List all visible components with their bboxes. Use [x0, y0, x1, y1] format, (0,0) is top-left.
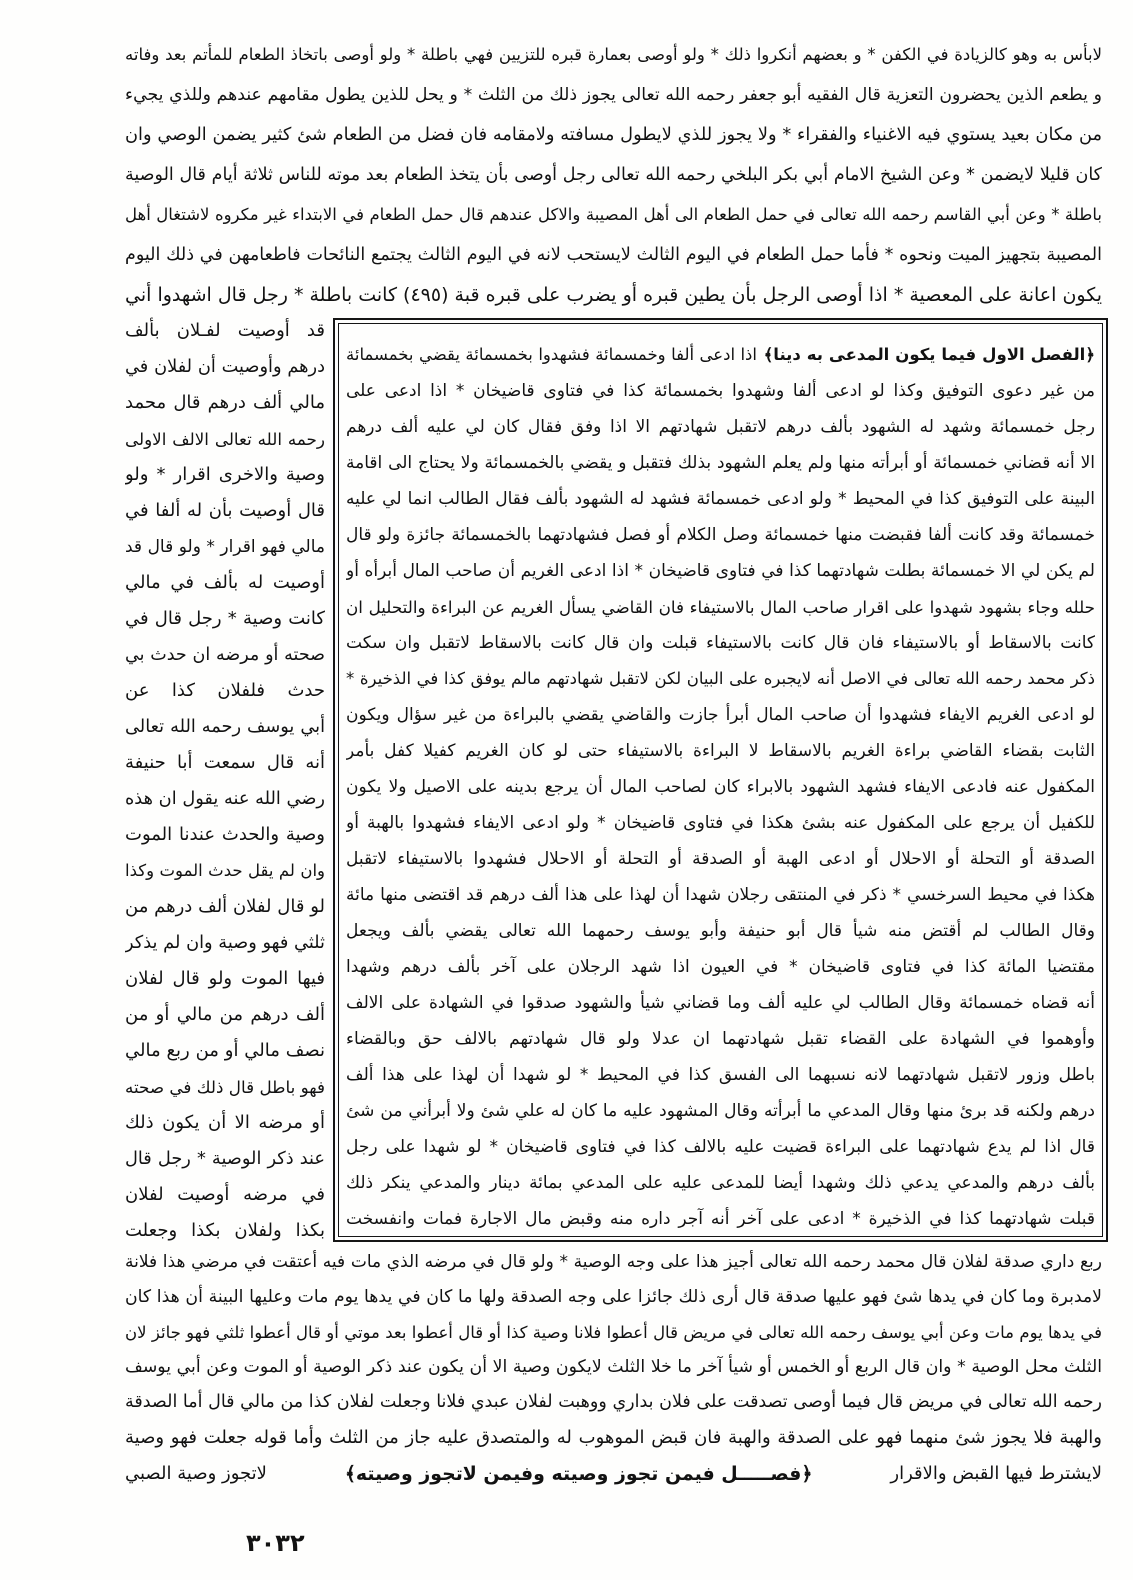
- box-line: خمسمائة وقد كانت ألفا فقبضت منها خمسمائة وصل الكلام أو فصل فشهادتهما بالخمسمائة جائزة ولو قال: [346, 525, 1095, 545]
- side-line: قال أوصيت بأن له ألفا في: [125, 500, 325, 521]
- footer-left-text: لاتجوز وصية الصبي: [125, 1463, 267, 1484]
- box-line: الا أنه قضاني خمسمائة أو أبرأته منها ولم يعلم الشهود بذلك فتقبل و يقضي بالخمسمائة ولا يحتاج الى اقامة: [346, 453, 1095, 473]
- box-line: من غير دعوى التوفيق وكذا لو ادعى ألفا وشهدوا بخمسمائة كذا في فتاوى قاضيخان * اذا ادعى على: [346, 381, 1095, 401]
- box-line: أنه قضاه خمسمائة وقال الطالب لي عليه ألف وما قضاني شيأ والشهود صدقوا في الشهادة على الالف: [346, 993, 1095, 1013]
- side-line: رضي الله عنه يقول ان هذه: [125, 789, 325, 809]
- box-line: حلله وجاء بشهود شهدوا على اقرار صاحب المال بالاستيفاء فان القاضي يسأل الغريم عن البراءة والتحليل ان: [346, 597, 1095, 617]
- side-line: وصية والاخرى اقرار * ولو: [125, 464, 325, 485]
- box-line: هكذا في محيط السرخسي * ذكر في المنتقى رجلان شهدا أن لهذا على هذا ألف درهم قد اقتضى منها مائة: [346, 885, 1095, 905]
- footer-line: [125, 1455, 1102, 1493]
- main-text-top: [125, 35, 1102, 315]
- box-line: [346, 337, 1095, 373]
- text-line: في يدها يوم مات وعن أبي يوسف رحمه الله تعالى في مريض قال أعطوا فلانا وصية كذا أو قال أعطوا بعد موتي أو قال أعطوا ثلثي فهو جائز لان: [125, 1323, 1102, 1342]
- side-line: كانت وصية * رجل قال في: [125, 608, 325, 629]
- box-line: وقال الطالب لم أقتض منه شيأ قال أبو حنيفة وأبو يوسف رحمهما الله تعالى يقضي بألف ويجعل: [346, 921, 1095, 941]
- side-line: حدث فلفلان كذا عن: [125, 680, 325, 701]
- side-line: لو قال لفلان ألف درهم من: [125, 896, 325, 917]
- box-line: البينة على التوفيق كذا في المحيط * ولو ادعى خمسمائة فشهد له الشهود بألف فقال الطالب انما لي عليه: [346, 489, 1095, 509]
- box-text: [346, 337, 1095, 1237]
- side-column-text: [125, 313, 325, 1249]
- page-number: ٣٠٣٢: [246, 1529, 305, 1557]
- box-line: كانت بالاسقاط أو بالاستيفاء فان قال كانت بالاستيفاء قبلت وان قال كانت بالاسقاط لاتقبل وان سكت: [346, 633, 1095, 653]
- box-line: الصدقة أو التحلة أو الاحلال أو ادعى الهبة أو الصدقة أو التحلة أو الاحلال فشهدوا بالاستيفاء لاتقبل: [346, 849, 1095, 869]
- side-line: أنه قال سمعت أبا حنيفة: [125, 752, 325, 773]
- box-line: قال اذا لم يدع شهادتهما على البراءة قضيت عليه بالالف كذا في فتاوى قاضيخان * لو شهدا على رجل: [346, 1137, 1095, 1157]
- text-line: كان قليلا لايضمن * وعن الشيخ الامام أبي بكر البلخي رحمه الله تعالى رجل أوصى بأن يتخذ الطعام بعد موته للناس ثلاثة أيام قال الوصية: [125, 165, 1102, 185]
- box-line: لو ادعى الغريم الايفاء فشهدوا أن صاحب المال أبرأ جازت والقاضي يقضي بالبراءة من غير سؤال ويكون: [346, 705, 1095, 725]
- text-line: المصيبة بتجهيز الميت ونحوه * فأما حمل الطعام في اليوم الثالث لايستحب لانه في اليوم الثالث يجتمع النائحات فاطعامهن في ذلك اليوم: [125, 245, 1102, 265]
- footer-right-text: لايشترط فيها القبض والاقرار: [890, 1463, 1102, 1484]
- side-line: بكذا ولفلان بكذا وجعلت: [125, 1220, 325, 1241]
- side-line: فهو باطل قال ذلك في صحته: [125, 1077, 325, 1097]
- section-heading: ﴿فصـــــل فيمن تجوز وصيته وفيمن لاتجوز وصيته﴾: [344, 1463, 813, 1485]
- box-line: ذكر محمد رحمه الله تعالى في الاصل أنه لايجبره على البيان لكن لاتقبل شهادتهم مالم يوفق كذا في الذخيرة *: [346, 669, 1095, 688]
- text-line: لامدبرة وما كان في يدها شئ فهو عليها صدقة قال أرى ذلك جائزا على وجه الصدقة ولها ما كان في يدها يوم مات وعليها البينة أن هذا كان: [125, 1287, 1102, 1307]
- side-line: أو مرضه الا أن يكون ذلك: [125, 1112, 325, 1133]
- box-line: مقتضيا المائة كذا في فتاوى قاضيخان * في العيون اذا شهد الرجلان على آخر بألف درهم وشهدا: [346, 957, 1095, 977]
- bordered-text-box: [333, 318, 1108, 1242]
- text-line: من مكان بعيد يستوي فيه الاغنياء والفقراء * ولا يجوز للذي لايطول مسافته ولامقامه فان فضل من الطعام شئ كثير يضمن الوصي وان: [125, 125, 1102, 145]
- text-line: و يطعم الذين يحضرون التعزية قال الفقيه أبو جعفر رحمه الله تعالى يجوز ذلك من الثلث * و يحل للذين يطول مقامهم عندهم وللذي يجيء: [125, 85, 1102, 105]
- box-line: درهم ولكنه قد برئ منها وقال المدعي ما أبرأته وقال المشهود عليه ما كان له علي شئ ولا أبرأني من شئ: [346, 1101, 1095, 1121]
- box-line: بألف درهم والمدعي يدعي ذلك وشهدا أيضا للمدعى عليه على المدعي بمائة دينار والمدعي ينكر ذلك: [346, 1173, 1095, 1193]
- side-line: نصف مالي أو من ربع مالي: [125, 1040, 325, 1061]
- side-line: درهم وأوصيت أن لفلان في: [125, 357, 325, 377]
- side-line: أبي يوسف رحمه الله تعالى: [125, 717, 325, 737]
- text-line: يكون اعانة على المعصية * اذا أوصى الرجل بأن يطين قبره أو يضرب على قبره قبة (٤٩٥) كانت باطلة * رجل قال اشهدوا أني: [125, 284, 1102, 306]
- side-line: ثلثي فهو وصية وان لم يذكر: [125, 933, 325, 953]
- box-line: قبلت شهادتهما كذا في الذخيرة * ادعى على آخر أنه آجر داره منه وقبض مال الاجارة فمات وانفسخت: [346, 1209, 1095, 1229]
- box-line: لم يكن لي الا خمسمائة بطلت شهادتهما كذا في فتاوى قاضيخان * اذا ادعى الغريم أن صاحب المال أبرأه أو: [346, 561, 1095, 581]
- text-line: لابأس به وهو كالزيادة في الكفن * و بعضهم أنكروا ذلك * ولو أوصى بعمارة قبره للتزيين فهي باطلة * ولو أوصى باتخاذ الطعام للمأتم بعد وفاته: [125, 45, 1102, 64]
- text-line: باطلة * وعن أبي القاسم رحمه الله تعالى في حمل الطعام الى أهل المصيبة والاكل عندهم قال حمل الطعام في الابتداء غير مكروه لاشتغال أهل: [125, 205, 1102, 224]
- side-line: في مرضه أوصيت لفلان: [125, 1184, 325, 1205]
- side-line: مالي ألف درهم قال محمد: [125, 392, 325, 413]
- main-text-bottom: [125, 1245, 1102, 1493]
- box-line: باطل وزور لاتقبل شهادتهما لانه نسبهما الى الفسق كذا في المحيط * لو شهدا أن لهذا على هذا ألف: [346, 1065, 1095, 1085]
- box-line-text: اذا ادعى ألفا وخمسمائة فشهدوا بخمسمائة يقضي بخمسمائة: [346, 345, 757, 364]
- side-line: قد أوصيت لفـلان بألف: [125, 320, 325, 341]
- box-line: المكفول عنه فادعى الايفاء فشهد الشهود بالابراء كان لصاحب المال أن يرجع بدينه على الاصيل ولا يكون: [346, 777, 1095, 797]
- box-line: وأوهموا في الشهادة على القضاء تقبل شهادتهما ان عدلا ولو قال شهادتهم بالالف حق وبالقضاء: [346, 1029, 1095, 1049]
- box-line: رجل خمسمائة وشهد له الشهود بألف درهم لاتقبل شهادتهم الا اذا وفق فقال كان لي عليه ألف درهم: [346, 417, 1095, 437]
- side-line: أوصيت له بألف في مالي: [125, 572, 325, 593]
- side-line: وصية والحدث عندنا الموت: [125, 824, 325, 845]
- text-line: ربع داري صدقة لفلان قال محمد رحمه الله تعالى أجيز هذا على وجه الوصية * ولو قال في مرضه الذي مات فيه أعتقت في مرضي هذا فلانة: [125, 1252, 1102, 1272]
- chapter-heading: ﴿الفصل الاول فيما يكون المدعى به دينا﴾: [763, 345, 1095, 364]
- text-line: الثلث محل الوصية * وان قال الربع أو الخمس أو شيأ آخر ما خلا الثلث لايكون وصية الا أن يكون عند ذكر الوصية أو الموت وعن أبي يوسف: [125, 1357, 1102, 1377]
- side-line: رحمه الله تعالى الالف الاولى: [125, 429, 325, 449]
- box-line: للكفيل أن يرجع على المكفول عنه بشئ هكذا في فتاوى قاضيخان * ولو ادعى الايفاء فشهدوا بالهبة أو: [346, 813, 1095, 833]
- side-line: عند ذكر الوصية * رجل قال: [125, 1149, 325, 1169]
- side-line: فيها الموت ولو قال لفلان: [125, 968, 325, 989]
- text-line: رحمه الله تعالى في مريض قال فيما أوصى تصدقت على فلان بداري ووهبت لفلان عبدي فلانا وجعلت لفلان كذا من مالي قال أما الصدقة: [125, 1392, 1102, 1412]
- side-line: مالي فهو اقرار * ولو قال قد: [125, 537, 325, 557]
- side-line: صحته أو مرضه ان حدث بي: [125, 645, 325, 665]
- side-line: وان لم يقل حدث الموت وكذا: [125, 861, 325, 880]
- text-line: والهبة فلا يجوز شئ منهما فهو على الصدقة والهبة فان قبض الموهوب له والمتصدق عليه جاز من الثلث وأما قوله جعلت فهو وصية: [125, 1427, 1102, 1448]
- box-line: الثابت بقضاء القاضي براءة الغريم بالاسقاط لا البراءة بالاستيفاء حتى لو كان الغريم كفيلا كفل بأمر: [346, 741, 1095, 761]
- side-line: ألف درهم من مالي أو من: [125, 1004, 325, 1025]
